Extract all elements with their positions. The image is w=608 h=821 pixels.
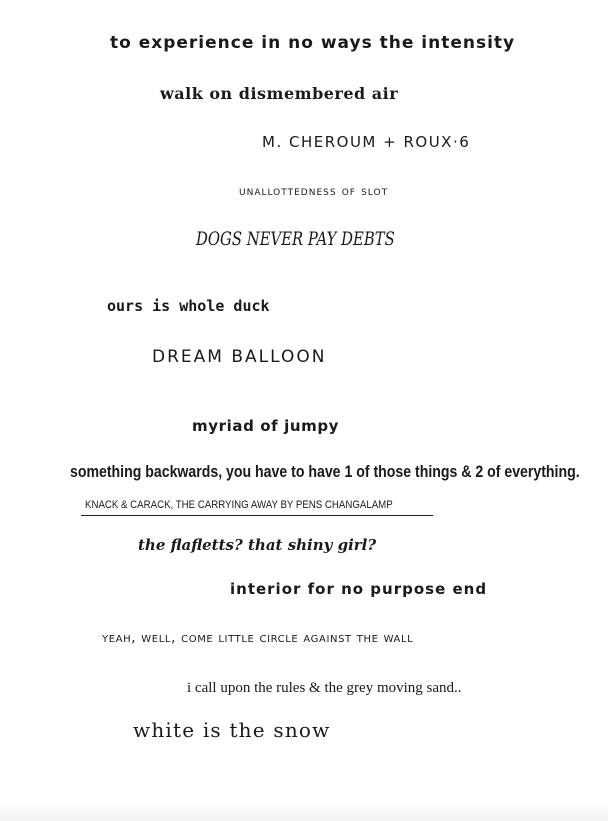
poem-line-7: DREAM BALLOON <box>152 347 327 367</box>
poem-line-12: interior for no purpose end <box>230 580 488 598</box>
poem-line-3: M. CHEROUM + ROUX·6 <box>262 133 471 151</box>
underline-rule <box>81 515 433 516</box>
poem-line-5: DOGS NEVER PAY DEBTS <box>196 228 395 250</box>
poem-line-2: walk on dismembered air <box>160 84 399 103</box>
poem-line-10: KNACK & CARACK, THE CARRYING AWAY BY PENS CHANGALAMP <box>85 499 393 511</box>
poem-line-8: myriad of jumpy <box>192 417 340 435</box>
poem-line-6: ours is whole duck <box>107 297 270 315</box>
poem-line-14: i call upon the rules & the grey moving sand.. <box>187 680 462 696</box>
page-bottom-shadow <box>0 800 608 821</box>
poem-line-15: white is the snow <box>133 718 331 742</box>
poem-line-1: to experience in no ways the intensity <box>110 33 516 53</box>
poem-line-9: something backwards, you have to have 1 of those things & 2 of everything. <box>70 462 580 481</box>
poem-line-11: the flafletts? that shiny girl? <box>138 536 377 554</box>
poem-line-13: yeah, well, come little circle against the wall <box>102 630 414 646</box>
poem-line-4: unallottedness of slot <box>239 184 389 199</box>
